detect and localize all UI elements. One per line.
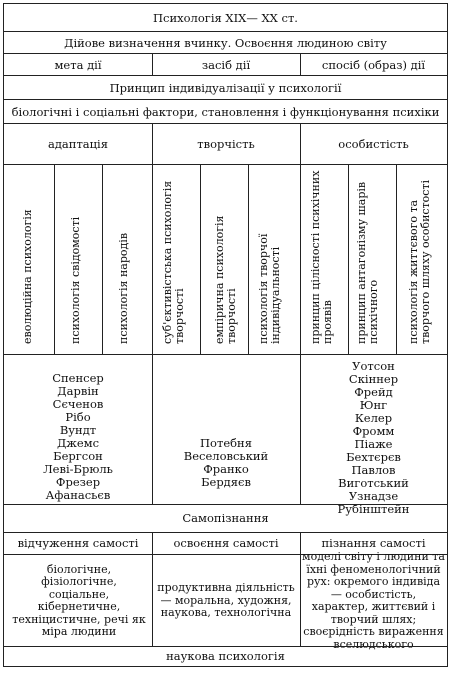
divider (54, 164, 55, 354)
names-creativity (152, 437, 300, 489)
name: Рубінштейн (337, 502, 410, 516)
action-means: засіб дії (201, 58, 251, 72)
heading-personality: особистість (338, 137, 409, 151)
names-personality (300, 360, 447, 516)
divider (200, 164, 201, 354)
divider (4, 164, 447, 165)
sub-subjectivist: суб'єктивістська психологія творчості (161, 180, 186, 344)
psychology-table (3, 3, 448, 667)
self-mastery: освоєння самості (173, 536, 279, 550)
divider (300, 532, 301, 646)
name: Спенсер (52, 371, 104, 385)
name: Дарвін (57, 384, 99, 398)
sub-antagonism: принцип антагонізму шарів психічного (355, 181, 380, 344)
name: Афанасьєв (45, 488, 111, 502)
divider (248, 164, 249, 354)
self-knowledge-row: Самопізнання (182, 511, 269, 525)
factors-row: біологічні і соціальні фактори, становлення і функціонування психіки (4, 100, 447, 124)
name: Фромм (352, 424, 395, 438)
sub-evolutionary: еволюційна психологія (21, 209, 34, 344)
sub-peoples: психологія народів (117, 232, 130, 344)
action-definition-row: Дійове визначення вчинку. Освоєння людиною світу (4, 32, 447, 54)
sub-life-path: психологія життєвого та творчого шляху особистості (407, 179, 432, 344)
name: Скіннер (348, 372, 399, 386)
divider (152, 54, 153, 76)
sub-empirical: емпірична психологія творчості (213, 215, 238, 344)
heading-creativity: творчість (197, 137, 255, 151)
name: Вундт (59, 423, 97, 437)
divider (396, 164, 397, 354)
names-adaptation (4, 372, 152, 502)
divider (4, 354, 447, 355)
heading-adaptation: адаптація (47, 137, 108, 151)
footer-row: наукова психологія (166, 649, 285, 663)
name: Виготський (338, 476, 409, 490)
cognition-description: моделі світу і людини та їхні феноменологічний рух: окремого індивіда — особистість, характер, життєвий і творчий шлях; своєрідність вираження вселюдського (302, 550, 445, 651)
name: Рібо (65, 410, 91, 424)
sub-integrity: принцип цілісності психічних проявів (309, 170, 334, 344)
name: Леві-Брюль (43, 462, 113, 476)
mastery-description: продуктивна діяльність — моральна, художня, наукова, технологічна (157, 581, 295, 620)
name: Сєченов (52, 397, 104, 411)
divider (102, 164, 103, 354)
name: Бердяєв (201, 475, 251, 489)
divider (152, 532, 153, 646)
action-goal: мета дії (54, 58, 102, 72)
name: Келер (354, 411, 393, 425)
name: Бергсон (53, 449, 103, 463)
divider (348, 164, 349, 354)
principle-row: Принцип індивідуалізації у психології (4, 76, 447, 100)
action-mode: спосіб (образ) дії (321, 58, 426, 72)
alienation-description: біологічне, фізіологічне, соціальне, кібернетичне, техніцистичне, речі як міра людини (12, 562, 146, 638)
name: Піаже (354, 437, 393, 451)
name: Потебня (200, 436, 252, 450)
name: Веселовський (183, 449, 269, 463)
sub-individuality: психологія творчої індивідуальності (257, 233, 282, 344)
sub-consciousness: психологія свідомості (69, 216, 82, 344)
name: Уотсон (352, 359, 395, 373)
name: Фрейд (354, 385, 393, 399)
self-alienation: відчуження самості (17, 536, 139, 550)
name: Бехтєрєв (346, 450, 401, 464)
name: Павлов (351, 463, 396, 477)
name: Юнг (359, 398, 388, 412)
self-cognition: пізнання самості (321, 536, 426, 550)
name: Джемс (56, 436, 100, 450)
name: Фрезер (55, 475, 101, 489)
divider (300, 54, 301, 76)
table-title: Психологія XIX— XX ст. (4, 4, 447, 32)
name: Узнадзе (348, 489, 399, 503)
name: Франко (203, 462, 249, 476)
